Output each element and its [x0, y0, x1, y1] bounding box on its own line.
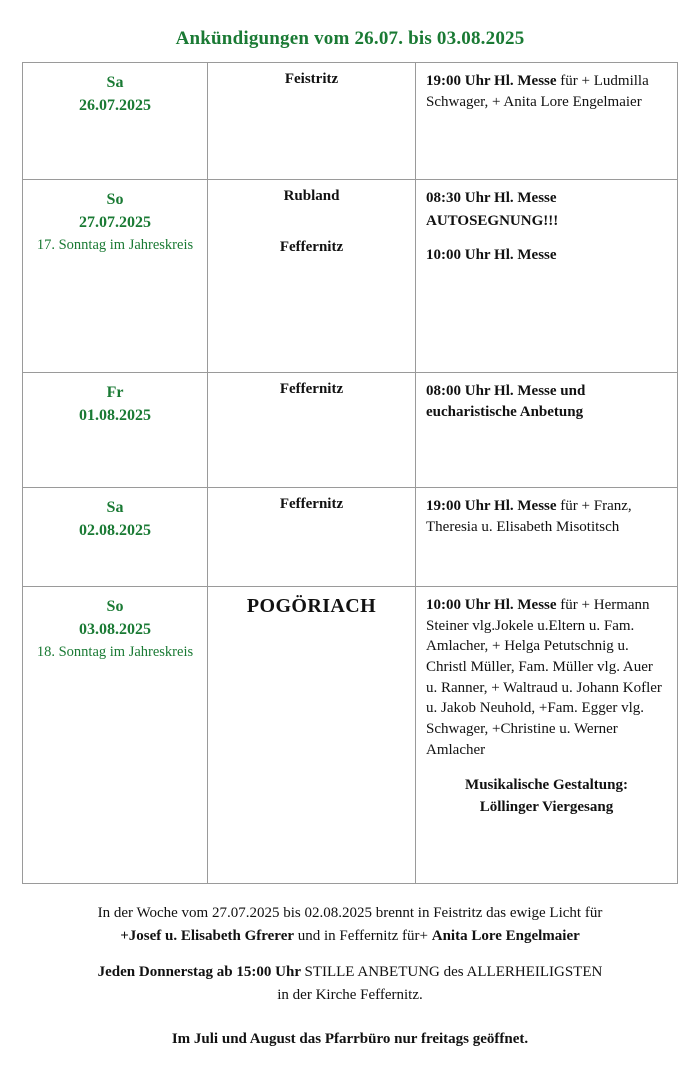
footer-notes	[22, 884, 678, 1051]
table-row	[23, 587, 678, 884]
cell-location	[208, 63, 416, 180]
cell-location	[208, 488, 416, 587]
footer-block-eternal-light	[22, 902, 678, 947]
detail-spacer	[426, 231, 667, 245]
table-row	[23, 373, 678, 488]
music-note-performer: Löllinger Viergesang	[479, 799, 614, 816]
detail-text: für + Hermann Steiner vlg.Jokele u.Eltern u. Fam. Amlacher, + Helga Petutschnig u. Christl Müller, Fam. Müller vlg. Auer u. Ranner, + Waltraud u. Johann Kofler u. Jakob Neuhold, +Fam. Egger vlg. Schwager, +Christine u. Werner Amlacher	[426, 597, 662, 758]
office-hours-note: Im Juli und August das Pfarrbüro nur freitags geöffnet.	[171, 1031, 529, 1047]
cell-details	[416, 180, 678, 373]
schedule-table	[22, 62, 678, 884]
footer-line: in der Kirche Feffernitz.	[277, 986, 423, 1003]
location-name: Feistritz	[284, 71, 339, 87]
day-of-week: Sa	[106, 74, 124, 91]
day-of-week: Sa	[106, 499, 124, 516]
location-name: Feffernitz	[279, 381, 344, 397]
adoration-text: STILLE ANBETUNG des ALLERHEILIGSTEN	[304, 964, 603, 980]
detail-line	[426, 496, 667, 537]
footer-block-office-hours	[22, 1028, 678, 1051]
cell-details	[416, 488, 678, 587]
date-value: 01.08.2025	[79, 407, 151, 425]
table-row	[23, 488, 678, 587]
adoration-time: Jeden Donnerstag ab 15:00 Uhr	[97, 964, 305, 980]
cell-date	[23, 373, 208, 488]
date-value: 27.07.2025	[79, 214, 151, 232]
footer-line: In der Woche vom 27.07.2025 bis 02.08.2025 brennt in Feistritz das ewige Licht für	[97, 905, 603, 921]
cell-date	[23, 180, 208, 373]
detail-highlight: AUTOSEGNUNG!!!	[426, 212, 559, 229]
detail-spacer	[426, 761, 667, 775]
location-name-secondary: Feffernitz	[279, 239, 344, 255]
table-row	[23, 180, 678, 373]
date-value: 26.07.2025	[79, 97, 151, 115]
detail-time: 08:00 Uhr Hl. Messe und eucharistische Anbetung	[426, 383, 586, 420]
footer-block-adoration	[22, 961, 678, 1006]
detail-text: für + Franz, Theresia u. Elisabeth Misotitsch	[426, 498, 632, 535]
date-value: 03.08.2025	[79, 621, 151, 639]
cell-details	[416, 373, 678, 488]
detail-text: für + Ludmilla Schwager, + Anita Lore Engelmaier	[426, 73, 649, 110]
liturgical-note: 17. Sonntag im Jahreskreis	[36, 237, 194, 254]
day-of-week: So	[106, 191, 124, 208]
cell-date	[23, 63, 208, 180]
detail-time-secondary: 10:00 Uhr Hl. Messe	[426, 247, 557, 264]
footer-name-2: Anita Lore Engelmaier	[431, 927, 580, 944]
day-of-week: So	[106, 598, 124, 615]
cell-location	[208, 587, 416, 884]
detail-time: 10:00 Uhr Hl. Messe	[426, 597, 557, 613]
location-name: POGÖRIACH	[246, 595, 377, 617]
footer-line	[22, 961, 678, 984]
detail-time: 19:00 Uhr Hl. Messe	[426, 498, 557, 514]
cell-details	[416, 587, 678, 884]
detail-line	[426, 595, 667, 761]
cell-date	[23, 587, 208, 884]
location-name: Rubland	[283, 188, 340, 204]
location-name: Feffernitz	[279, 496, 344, 512]
page-title: Ankündigungen vom 26.07. bis 03.08.2025	[175, 28, 525, 49]
day-of-week: Fr	[106, 384, 124, 401]
detail-time: 19:00 Uhr Hl. Messe	[426, 73, 557, 89]
cell-details	[416, 63, 678, 180]
footer-name-1: +Josef u. Elisabeth Gfrerer	[120, 927, 295, 944]
footer-line	[22, 925, 678, 948]
music-note-title: Musikalische Gestaltung:	[465, 776, 628, 793]
cell-location	[208, 180, 416, 373]
detail-time: 08:30 Uhr Hl. Messe	[426, 190, 557, 206]
footer-text-mid: und in Feffernitz für+	[294, 927, 432, 944]
cell-location	[208, 373, 416, 488]
table-row	[23, 63, 678, 180]
detail-line	[426, 71, 667, 112]
cell-date	[23, 488, 208, 587]
location-spacer	[218, 205, 405, 239]
date-value: 02.08.2025	[79, 522, 151, 540]
liturgical-note: 18. Sonntag im Jahreskreis	[36, 644, 194, 661]
